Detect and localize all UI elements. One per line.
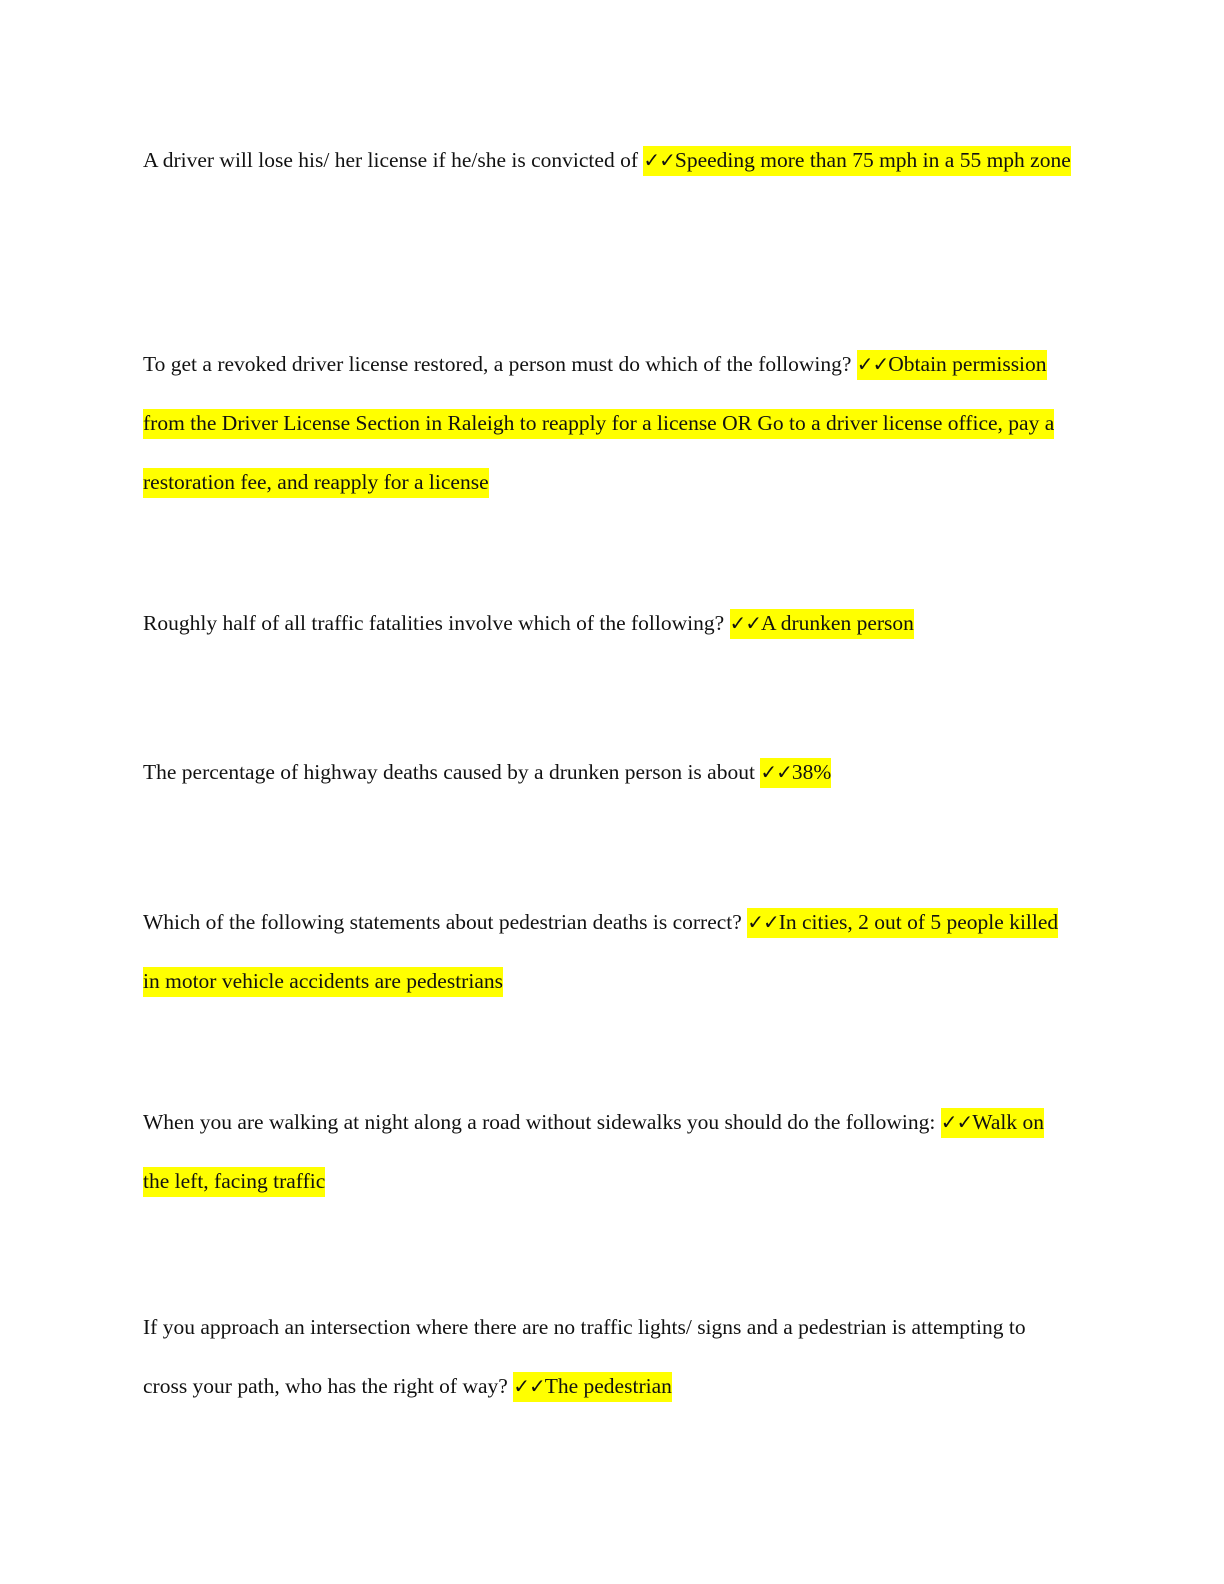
qa-item — [143, 335, 1073, 512]
answer-text: Obtain permission from the Driver License Section in Raleigh to reapply for a license OR Go to a driver license office, pay a restoration fee, and reapply for a license — [143, 352, 1055, 494]
answer-highlight — [643, 146, 1070, 176]
double-check-icon: ✓✓ — [747, 910, 779, 934]
answer-highlight — [730, 609, 914, 639]
answer-highlight — [760, 758, 831, 788]
question-text: A driver will lose his/ her license if he/she is convicted of — [143, 148, 644, 172]
question-text: To get a revoked driver license restored, a person must do which of the following? — [143, 352, 857, 376]
qa-item — [143, 893, 1073, 1011]
question-text: The percentage of highway deaths caused by a drunken person is about — [143, 760, 761, 784]
double-check-icon: ✓✓ — [940, 1110, 973, 1134]
double-check-icon: ✓✓ — [856, 352, 889, 376]
answer-text: 38% — [791, 760, 832, 784]
qa-item — [143, 131, 1073, 190]
double-check-icon: ✓✓ — [513, 1374, 545, 1398]
qa-item — [143, 594, 1073, 653]
question-text: Roughly half of all traffic fatalities involve which of the following? — [143, 611, 730, 635]
answer-text: The pedestrian — [544, 1374, 672, 1398]
double-check-icon: ✓✓ — [760, 760, 792, 784]
answer-text: A drunken person — [761, 611, 914, 635]
answer-text: In cities, 2 out of 5 people killed in motor vehicle accidents are pedestrians — [143, 910, 1059, 993]
qa-item — [143, 743, 1073, 802]
question-text: Which of the following statements about pedestrian deaths is correct? — [143, 910, 748, 934]
qa-item — [143, 1093, 1073, 1211]
question-text: When you are walking at night along a road without sidewalks you should do the following: — [143, 1110, 941, 1134]
answer-highlight — [513, 1372, 672, 1402]
double-check-icon: ✓✓ — [729, 611, 762, 635]
question-text: If you approach an intersection where there are no traffic lights/ signs and a pedestrian is attempting to cross your path, who has the right of way? — [143, 1315, 1026, 1398]
answer-text: Speeding more than 75 mph in a 55 mph zone — [674, 148, 1071, 172]
double-check-icon: ✓✓ — [643, 148, 675, 172]
answer-text: Walk on the left, facing traffic — [143, 1110, 1044, 1193]
qa-item — [143, 1298, 1073, 1416]
